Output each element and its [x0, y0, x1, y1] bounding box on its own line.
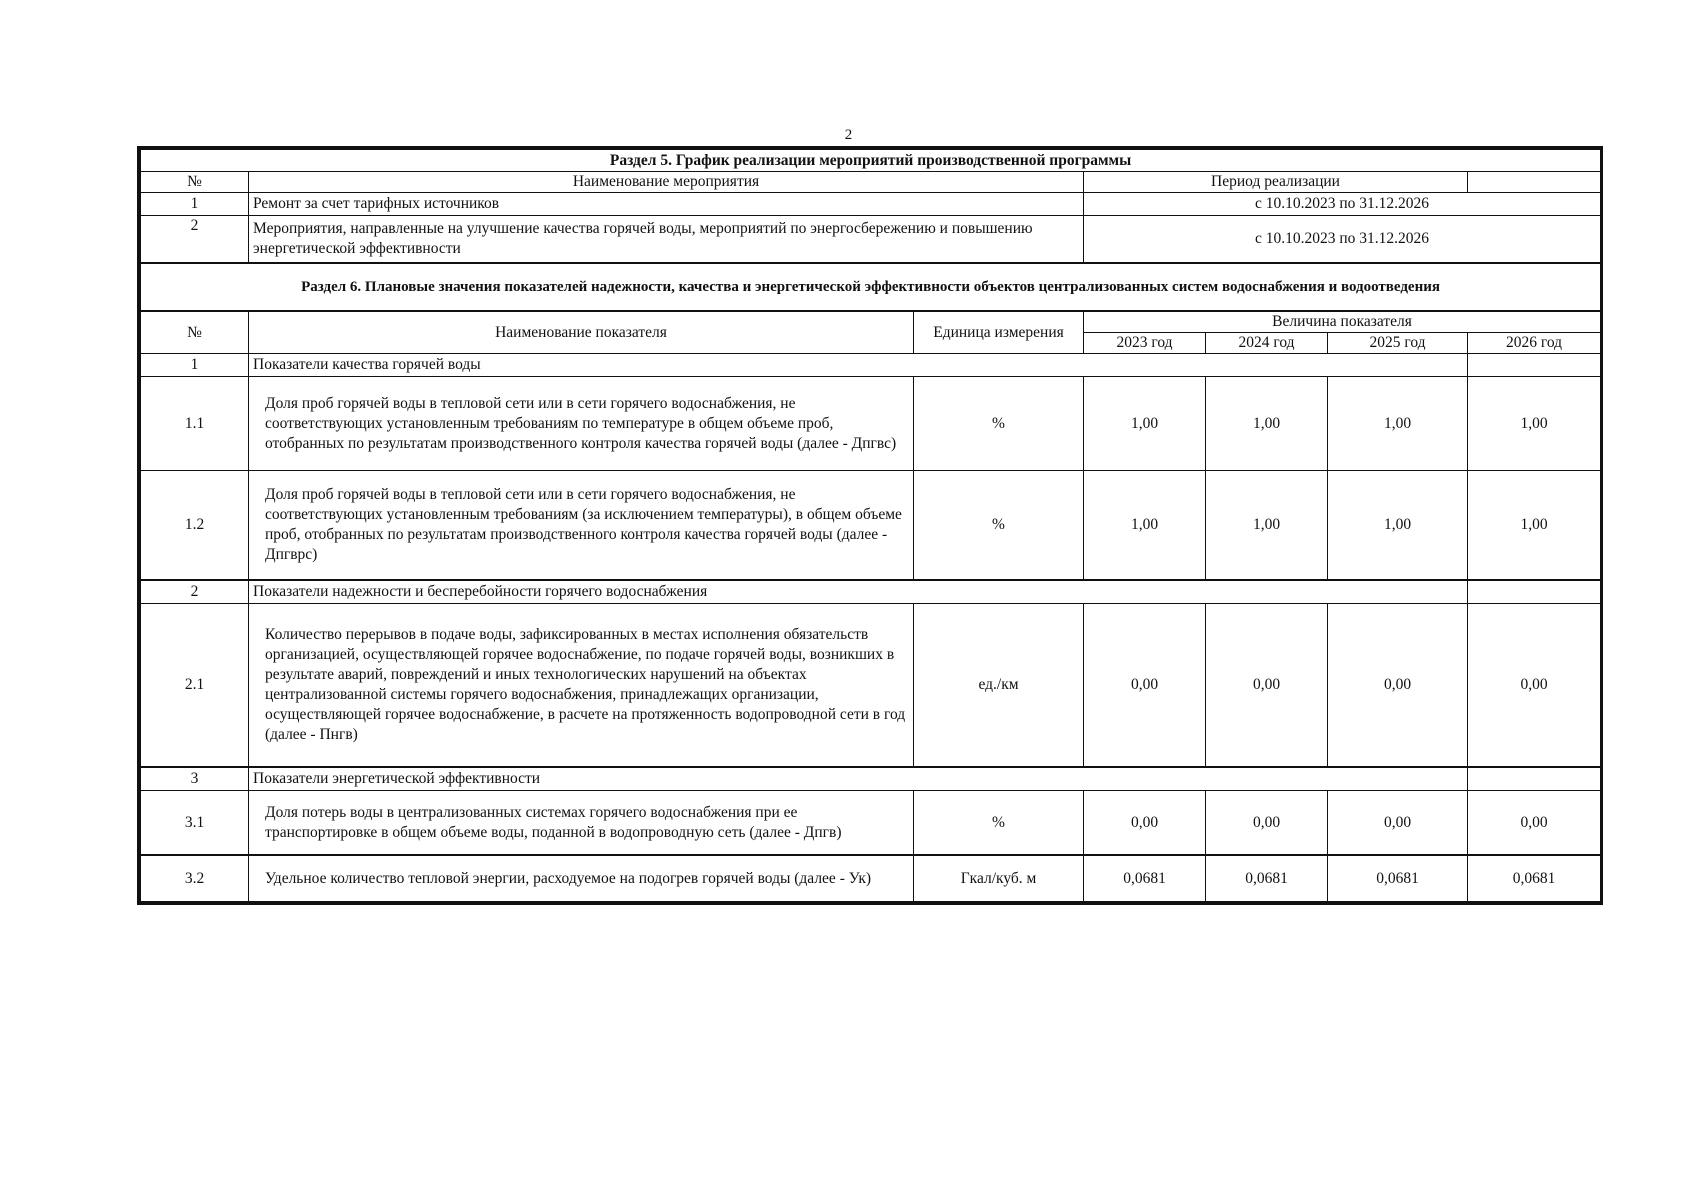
- group-num: 1: [141, 354, 249, 377]
- indicator-value: 0,0681: [1468, 855, 1601, 902]
- indicator-value: 0,00: [1084, 604, 1206, 768]
- group-empty-cell: [1468, 580, 1601, 604]
- year-header: 2023 год: [1084, 333, 1206, 354]
- indicator-num: 1.1: [141, 377, 249, 471]
- indicator-value: 0,00: [1328, 604, 1468, 768]
- page-number: 2: [844, 127, 853, 143]
- row-num: 1: [141, 193, 249, 216]
- indicator-value: 0,00: [1468, 604, 1601, 768]
- indicator-value: 1,00: [1468, 471, 1601, 581]
- indicator-name: Доля проб горячей воды в тепловой сети или в сети горячего водоснабжения, не соответствующих установленным требованиям (за исключением температуры), в общем объеме проб, отобранных по результатам производственного контроля качества горячей воды (далее - Дпгврс): [249, 471, 914, 581]
- year-header: 2025 год: [1328, 333, 1468, 354]
- indicator-row: [141, 604, 1601, 768]
- indicator-value: 0,00: [1328, 791, 1468, 856]
- year-header: 2024 год: [1206, 333, 1328, 354]
- indicator-value: 0,00: [1206, 791, 1328, 856]
- indicator-row: [141, 791, 1601, 856]
- indicator-row: [141, 855, 1601, 902]
- section5-header-num: №: [141, 172, 249, 193]
- group-num: 3: [141, 767, 249, 791]
- indicator-name: Доля проб горячей воды в тепловой сети или в сети горячего водоснабжения, не соответствующих установленным требованиям по температуре в общем объеме проб, отобранных по результатам производственного контроля качества горячей воды (далее - Дпгвс): [249, 377, 914, 471]
- activity-period: с 10.10.2023 по 31.12.2026: [1084, 193, 1601, 216]
- indicator-row: [141, 471, 1601, 581]
- section6-header-num: №: [141, 311, 249, 354]
- section5-header-empty: [1468, 172, 1601, 193]
- indicator-value: 0,0681: [1084, 855, 1206, 902]
- indicator-value: 1,00: [1206, 471, 1328, 581]
- section6-header-name: Наименование показателя: [249, 311, 914, 354]
- activity-name: Ремонт за счет тарифных источников: [249, 193, 1084, 216]
- section5-title: Раздел 5. График реализации мероприятий производственной программы: [141, 150, 1601, 172]
- indicator-num: 2.1: [141, 604, 249, 768]
- group-name: Показатели качества горячей воды: [249, 354, 1468, 377]
- activity-period: с 10.10.2023 по 31.12.2026: [1084, 216, 1601, 264]
- section5-header-period: Период реализации: [1084, 172, 1468, 193]
- row-num: 2: [141, 216, 249, 264]
- indicator-unit: Гкал/куб. м: [914, 855, 1084, 902]
- indicator-value: 1,00: [1328, 471, 1468, 581]
- indicator-value: 1,00: [1328, 377, 1468, 471]
- group-name: Показатели энергетической эффективности: [249, 767, 1468, 791]
- indicator-unit: %: [914, 377, 1084, 471]
- indicator-num: 3.1: [141, 791, 249, 856]
- indicator-name: Удельное количество тепловой энергии, расходуемое на подогрев горячей воды (далее - Ук): [249, 855, 914, 902]
- section6-title: Раздел 6. Плановые значения показателей надежности, качества и энергетической эффективности объектов централизованных систем водоснабжения и водоотведения: [141, 263, 1601, 311]
- indicator-unit: %: [914, 471, 1084, 581]
- section6-header-unit: Единица измерения: [914, 311, 1084, 354]
- indicator-value: 1,00: [1468, 377, 1601, 471]
- group-empty-cell: [1468, 354, 1601, 377]
- section5-header-name: Наименование мероприятия: [249, 172, 1084, 193]
- section6-header-value: Величина показателя: [1084, 311, 1601, 333]
- document-table: [137, 146, 1603, 905]
- indicator-num: 3.2: [141, 855, 249, 902]
- indicator-value: 0,0681: [1328, 855, 1468, 902]
- indicator-value: 0,00: [1084, 791, 1206, 856]
- indicator-value: 1,00: [1084, 377, 1206, 471]
- group-row: [141, 354, 1601, 377]
- indicator-unit: %: [914, 791, 1084, 856]
- activity-name: Мероприятия, направленные на улучшение качества горячей воды, мероприятий по энергосбережению и повышению энергетической эффективности: [249, 216, 1084, 264]
- table-row: [141, 216, 1601, 264]
- group-row: [141, 580, 1601, 604]
- indicator-value: 1,00: [1206, 377, 1328, 471]
- indicator-value: 0,0681: [1206, 855, 1328, 902]
- indicator-value: 0,00: [1206, 604, 1328, 768]
- indicator-num: 1.2: [141, 471, 249, 581]
- group-empty-cell: [1468, 767, 1601, 791]
- indicator-row: [141, 377, 1601, 471]
- indicator-name: Количество перерывов в подаче воды, зафиксированных в местах исполнения обязательств организацией, осуществляющей горячее водоснабжение, по подаче горячей воды, возникших в результате аварий, повреждений и иных технологических нарушений на объектах централизованной системы горячего водоснабжения, принадлежащих организации, осуществляющей горячее водоснабжение, в расчете на протяженность водопроводной сети в год (далее - Пнгв): [249, 604, 914, 768]
- table-row: [141, 193, 1601, 216]
- group-row: [141, 767, 1601, 791]
- indicator-value: 0,00: [1468, 791, 1601, 856]
- indicator-unit: ед./км: [914, 604, 1084, 768]
- group-num: 2: [141, 580, 249, 604]
- indicator-value: 1,00: [1084, 471, 1206, 581]
- indicator-name: Доля потерь воды в централизованных системах горячего водоснабжения при ее транспортировке в общем объеме воды, поданной в водопроводную сеть (далее - Дпгв): [249, 791, 914, 856]
- group-name: Показатели надежности и бесперебойности горячего водоснабжения: [249, 580, 1468, 604]
- year-header: 2026 год: [1468, 333, 1601, 354]
